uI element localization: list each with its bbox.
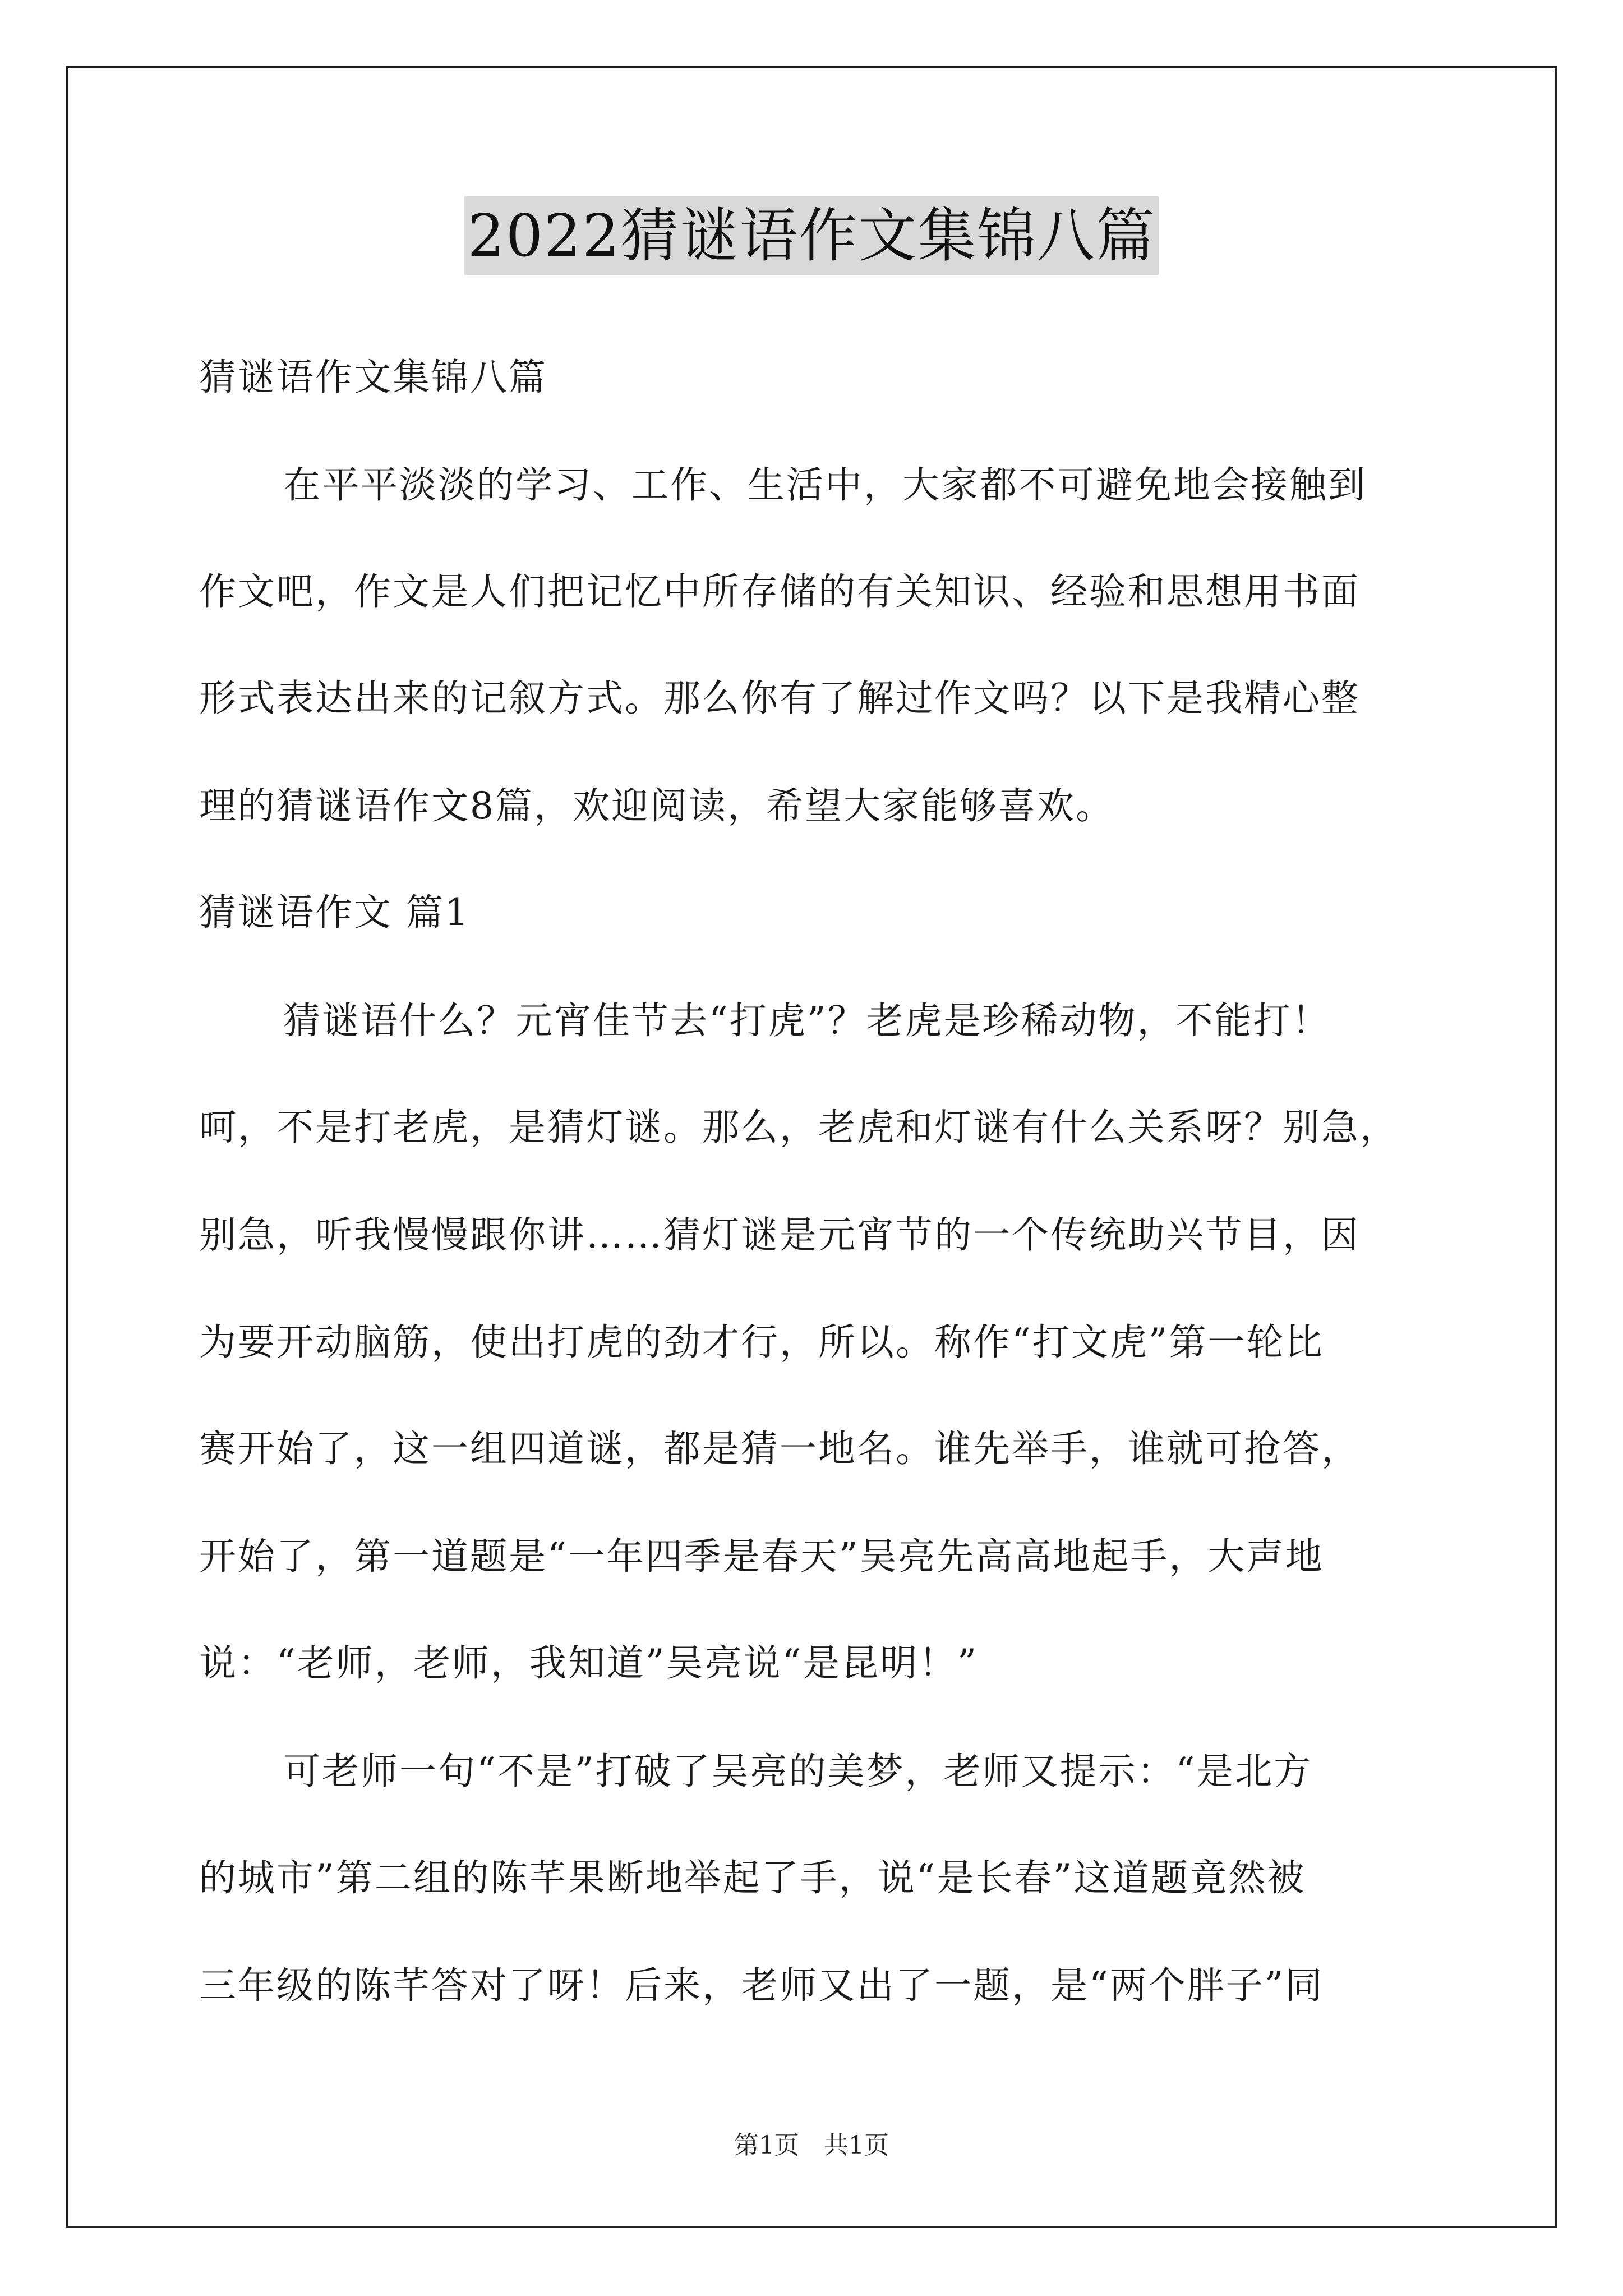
paragraph-line: 可老师一句“不是”打破了吴亮的美梦，老师又提示：“是北方: [283, 1750, 1313, 1793]
paragraph-line: 理的猜谜语作文8篇，欢迎阅读，希望大家能够喜欢。: [199, 784, 1114, 827]
paragraph-line: 呵，不是打老虎，是猜灯谜。那么，老虎和灯谜有什么关系呀？别急，: [199, 1106, 1399, 1149]
document-title: 2022猜谜语作文集锦八篇: [464, 196, 1159, 275]
subtitle-line: 猜谜语作文集锦八篇: [199, 356, 547, 399]
section-heading: 猜谜语作文 篇1: [199, 891, 470, 934]
paragraph-line: 在平平淡淡的学习、工作、生活中，大家都不可避免地会接触到: [283, 463, 1367, 507]
paragraph-line: 说：“老师，老师，我知道”吴亮说“是昆明！”: [199, 1641, 978, 1685]
paragraph-line: 作文吧，作文是人们把记忆中所存储的有关知识、经验和思想用书面: [199, 570, 1360, 613]
paragraph-line: 别急，听我慢慢跟你讲……猜灯谜是元宵节的一个传统助兴节目，因: [199, 1213, 1360, 1257]
paragraph-line: 猜谜语什么？元宵佳节去“打虎”？老虎是珍稀动物，不能打！: [283, 999, 1331, 1042]
paragraph-line: 形式表达出来的记叙方式。那么你有了解过作文吗？以下是我精心整: [199, 677, 1360, 720]
title-container: [0, 196, 1623, 275]
paragraph-line: 三年级的陈芊答对了呀！后来，老师又出了一题，是“两个胖子”同: [199, 1964, 1324, 2007]
paragraph-line: 开始了，第一道题是“一年四季是春天”吴亮先高高地起手，大声地: [199, 1535, 1324, 1578]
paragraph-line: 赛开始了，这一组四道谜，都是猜一地名。谁先举手，谁就可抢答，: [199, 1427, 1360, 1470]
paragraph-line: 为要开动脑筋，使出打虎的劲才行，所以。称作“打文虎”第一轮比: [199, 1320, 1324, 1364]
paragraph-line: 的城市”第二组的陈芊果断地举起了手，说“是长春”这道题竟然被: [199, 1856, 1306, 1899]
page-footer: 第1页 共1页: [734, 2131, 889, 2160]
